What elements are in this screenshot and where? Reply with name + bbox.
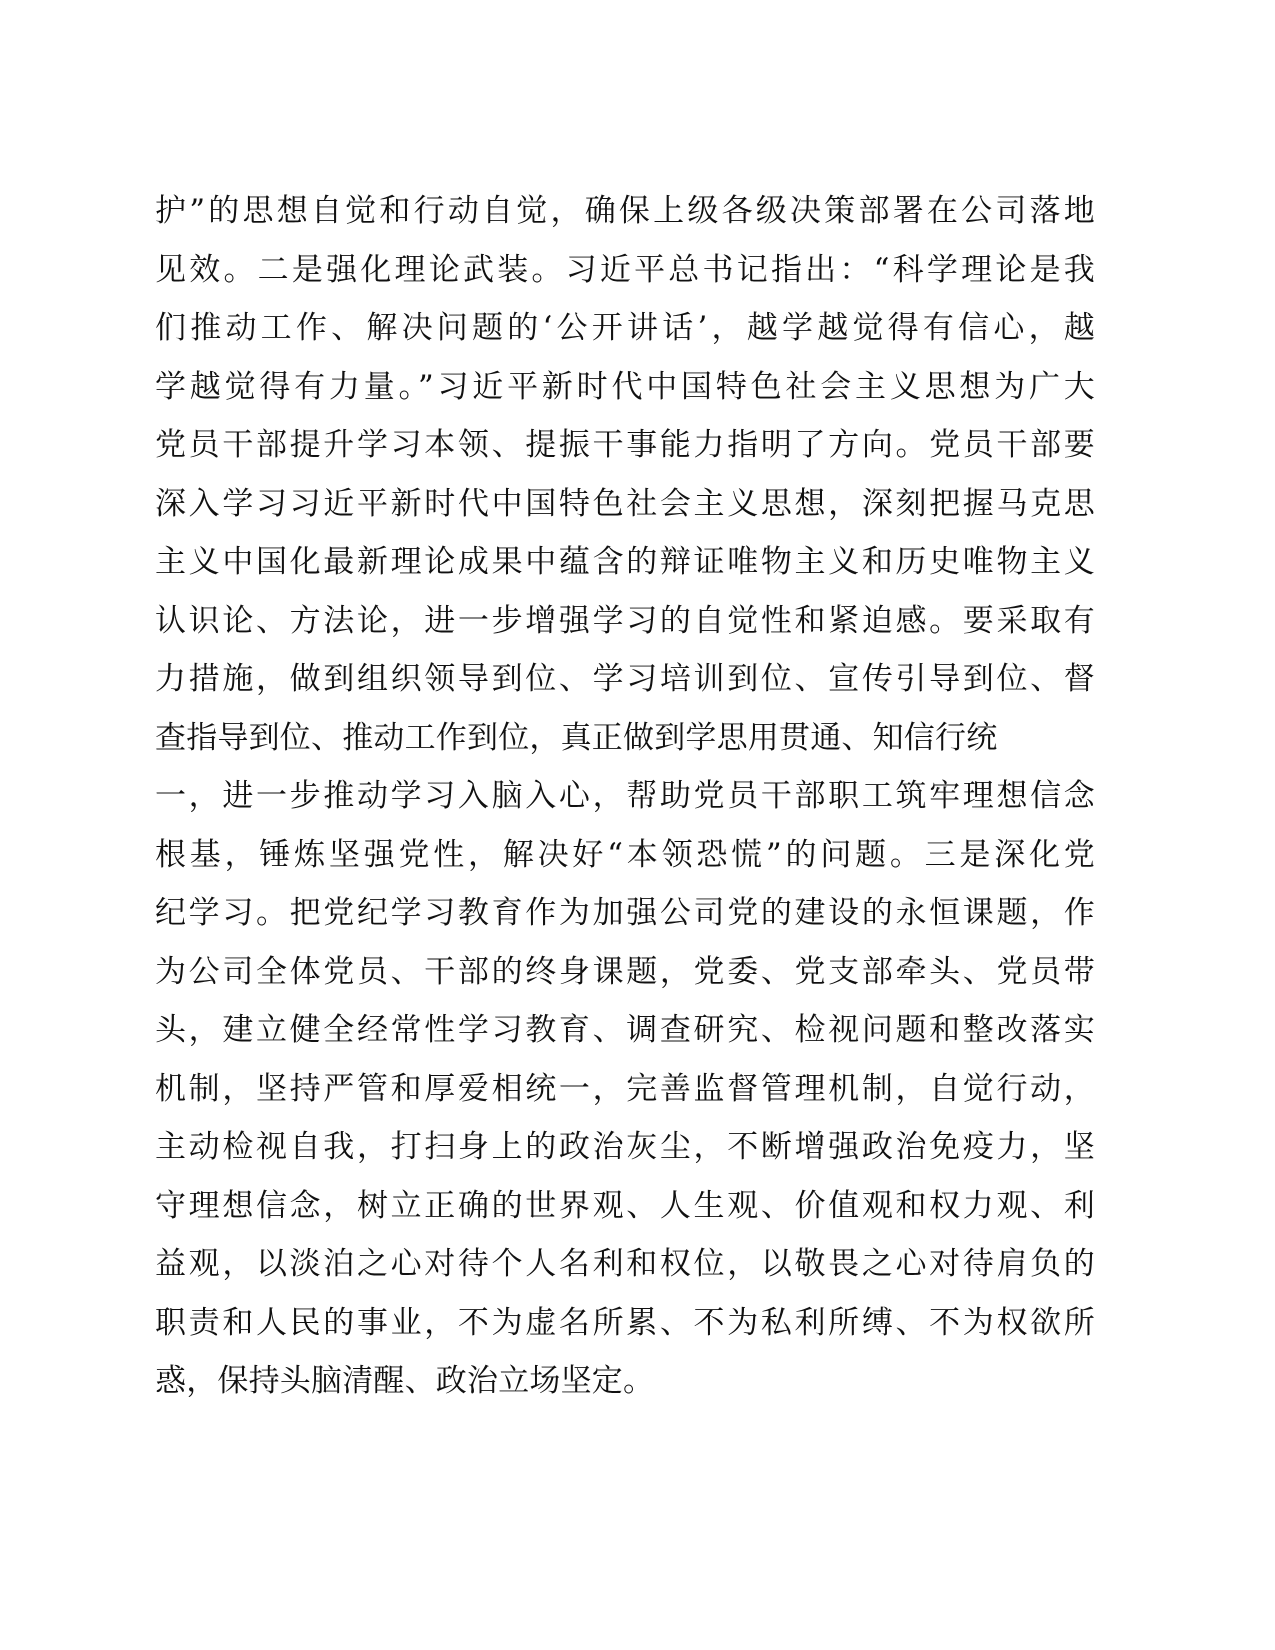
text-line-7: 主义中国化最新理论成果中蕴含的辩证唯物主义和历史唯物主义 bbox=[155, 544, 1095, 580]
text-line-6: 深入学习习近平新时代中国特色社会主义思想，深刻把握马克思 bbox=[155, 485, 1095, 522]
text-line-12: 根基，锤炼坚强党性，解决好“本领恐慌”的问题。三是深化党 bbox=[155, 836, 1095, 873]
text-line-1: 护”的思想自觉和行动自觉，确保上级各级决策部署在公司落地 bbox=[155, 193, 1095, 229]
text-line-14: 为公司全体党员、干部的终身课题，党委、党支部牵头、党员带 bbox=[155, 953, 1095, 990]
text-line-3: 们推动工作、解决问题的‘公开讲话’，越学越觉得有信心，越 bbox=[155, 310, 1095, 346]
text-line-4: 学越觉得有力量。”习近平新时代中国特色社会主义思想为广大 bbox=[155, 368, 1095, 405]
text-line-16: 机制，坚持严管和厚爱相统一，完善监督管理机制，自觉行动， bbox=[155, 1070, 1095, 1107]
text-line-19: 益观，以淡泊之心对待个人名利和权位，以敬畏之心对待肩负的 bbox=[155, 1246, 1095, 1282]
text-line-5: 党员干部提升学习本领、提振干事能力指明了方向。党员干部要 bbox=[155, 427, 1095, 463]
text-line-21: 惑，保持头脑清醒、政治立场坚定。 bbox=[155, 1363, 655, 1399]
text-line-20: 职责和人民的事业，不为虚名所累、不为私利所缚、不为权欲所 bbox=[155, 1304, 1095, 1341]
text-line-10: 查指导到位、推动工作到位，真正做到学思用贯通、知信行统 bbox=[155, 719, 998, 756]
text-line-2: 见效。二是强化理论武装。习近平总书记指出：“科学理论是我 bbox=[155, 251, 1095, 288]
text-line-9: 力措施，做到组织领导到位、学习培训到位、宣传引导到位、督 bbox=[155, 661, 1095, 697]
text-line-15: 头，建立健全经常性学习教育、调查研究、检视问题和整改落实 bbox=[155, 1012, 1095, 1048]
text-line-8: 认识论、方法论，进一步增强学习的自觉性和紧迫感。要采取有 bbox=[155, 602, 1095, 639]
body-paragraph bbox=[155, 182, 1095, 1411]
text-line-13: 纪学习。把党纪学习教育作为加强公司党的建设的永恒课题，作 bbox=[155, 895, 1095, 931]
text-line-18: 守理想信念，树立正确的世界观、人生观、价值观和权力观、利 bbox=[155, 1187, 1095, 1224]
text-line-11: 一，进一步推动学习入脑入心，帮助党员干部职工筑牢理想信念 bbox=[155, 778, 1095, 814]
text-line-17: 主动检视自我，打扫身上的政治灰尘，不断增强政治免疫力，坚 bbox=[155, 1129, 1095, 1165]
